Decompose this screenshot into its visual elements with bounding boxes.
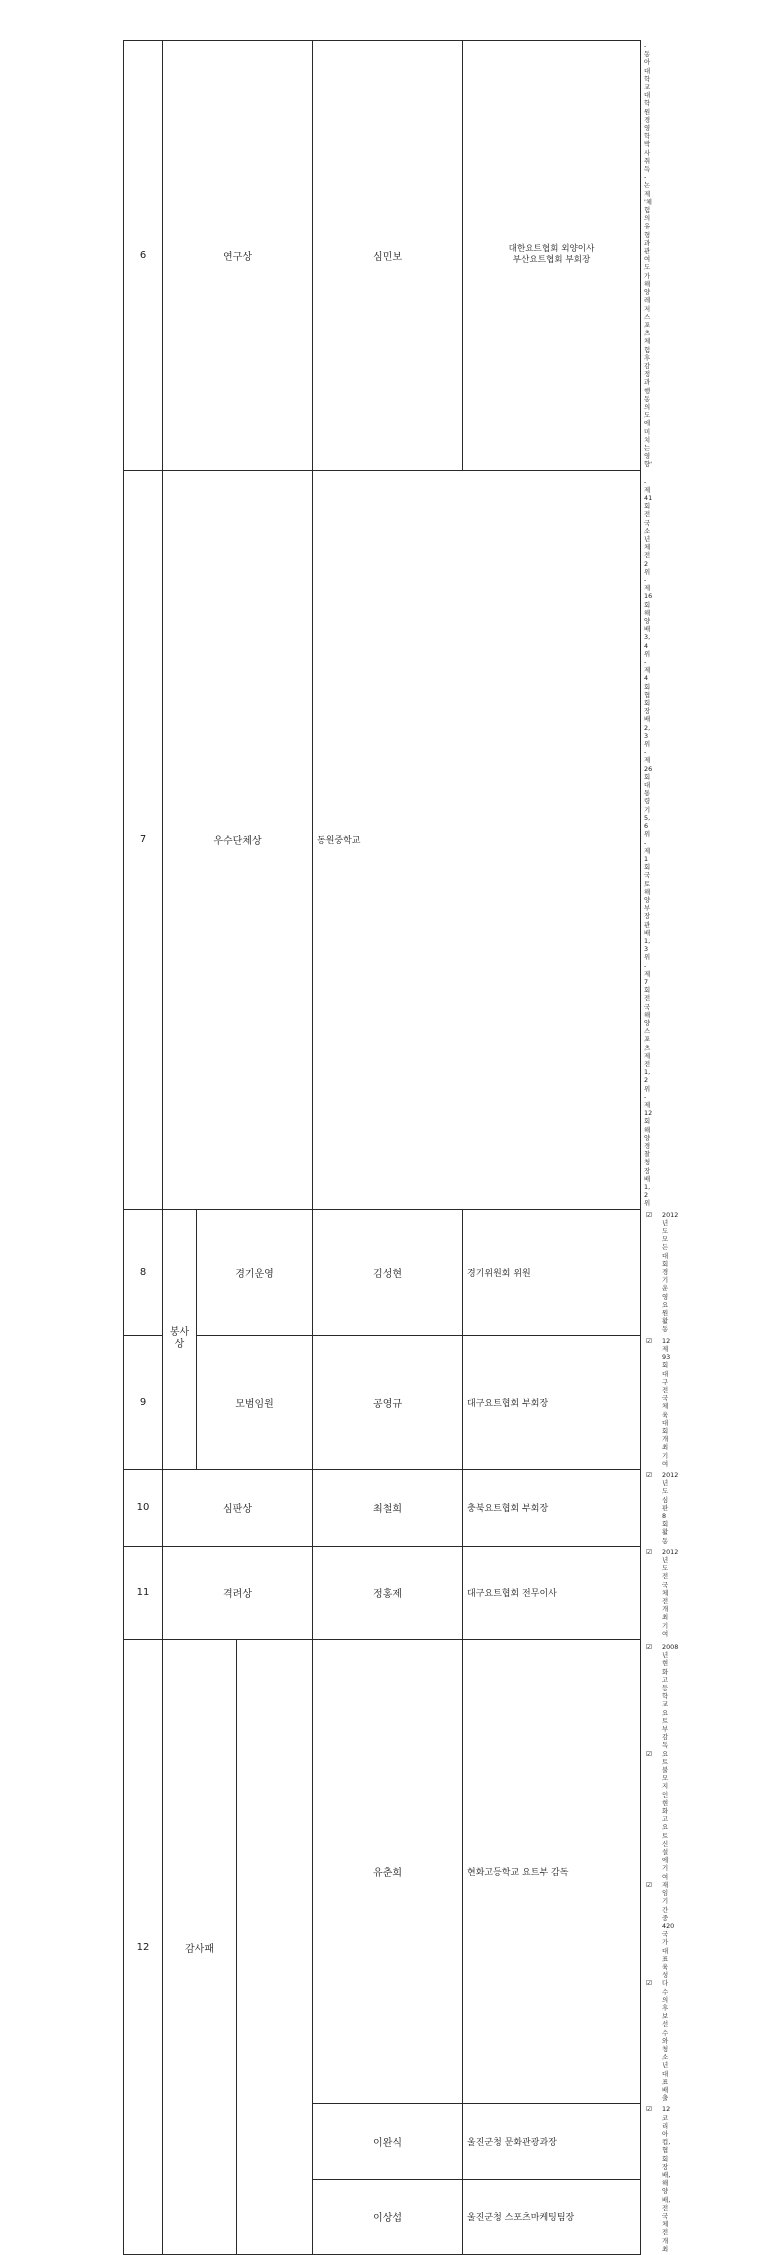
row-number: 8 [124, 1209, 163, 1335]
recipient-position: 대한요트협회 외양이사 부산요트협회 부회장 [463, 41, 641, 471]
table-row: 7 우수단체상 동원중학교 제41회 전국소년체전 2위 제16회 해양배 3, 4위 제4회 협회장배 2, 3위 제26회 대통령기 5, 6위 제1회 국토해양부장관배 1, 3위 제7회 전국해양스포츠제전 1, 2위 제12회 해양경찰청장배 1, 2위 [124, 470, 641, 1209]
detail-item: ☑ 재임기간 중 420 국가대표 육성 [644, 1881, 662, 1979]
recipient-position: 현화고등학교 요트부 감독 [463, 1640, 641, 2104]
recipient-name: 이상섭 [313, 2179, 463, 2254]
row-number: 10 [124, 1469, 163, 1546]
row-number: 11 [124, 1546, 163, 1639]
recipient-position: 울진군청 문화관광과장 [463, 2104, 641, 2179]
recipient-name: 최철희 [313, 1469, 463, 1546]
detail-item: ☑ 12 코리아컵, 협회장배, 해양배, 전국체전 개최 [644, 2105, 662, 2253]
recipient-position: 충북요트협회 부회장 [463, 1469, 641, 1546]
row-number: 12 [124, 1640, 163, 2255]
recipient-name: 김성현 [313, 1209, 463, 1335]
recipient-position: 대구요트협회 부회장 [463, 1335, 641, 1469]
detail-item: ☑ 다수의 후보선수와 청소년대표 배출 [644, 1979, 662, 2102]
table-row [124, 1640, 641, 2104]
award-name: 감사패 [163, 1640, 237, 2255]
detail-item: ☑ 2012년도 모든 대회 경기운영요원 활동 [644, 1211, 662, 1334]
detail-item: ☑ 2012년도 전국체전 개최 기여 [644, 1548, 662, 1638]
table-row: 6 연구상 심민보 대한요트협회 외양이사 부산요트협회 부회장 동아대학교 대학원 경영학 박사 취득 논제 '체험의 유형과 관여도가 해양레저스포츠 체험 후 감정과 행동의도에 미치는 영향' [124, 41, 641, 471]
detail-item: ☑ 2008년 현화고등학교 요트부 감독 [644, 1643, 662, 1750]
award-name: 경기운영 [197, 1209, 313, 1335]
awards-table [123, 40, 679, 2255]
recipient-name: 공영규 [313, 1335, 463, 1469]
row-number: 9 [124, 1335, 163, 1469]
award-name: 모범임원 [197, 1335, 313, 1469]
award-name: 우수단체상 [163, 470, 313, 1209]
recipient-name: 정홍제 [313, 1546, 463, 1639]
table-row [124, 1335, 641, 1469]
award-group-label: 봉사상 [169, 1327, 190, 1351]
recipient-name: 이완식 [313, 2104, 463, 2179]
award-name: 심판상 [163, 1469, 313, 1546]
recipient-name: 심민보 [313, 41, 463, 471]
award-name: 연구상 [163, 41, 313, 471]
row-number: 7 [124, 470, 163, 1209]
detail-item: ☑ 2012년도 심판 8회 활동 [644, 1471, 662, 1545]
award-name: 격려상 [163, 1546, 313, 1639]
recipient-position: 대구요트협회 전무이사 [463, 1546, 641, 1639]
table-row [124, 1209, 641, 1335]
award-spacer [237, 1640, 313, 2255]
recipient-position: 울진군청 스포츠마케팅팀장 [463, 2179, 641, 2254]
recipient-name: 유춘희 [313, 1640, 463, 2104]
table-row [124, 1546, 641, 1639]
detail-item: ☑ 12 제93회 대구전국체육대회 개최 기여 [644, 1337, 662, 1468]
detail-item: ☑ 요트 불모지인 현화고 요트 신설에 기여 [644, 1750, 662, 1881]
recipient-position: 경기위원회 위원 [463, 1209, 641, 1335]
award-group-service [163, 1209, 197, 1469]
recipient-name: 동원중학교 [313, 470, 641, 1209]
row-number: 6 [124, 41, 163, 471]
table-row [124, 1469, 641, 1546]
